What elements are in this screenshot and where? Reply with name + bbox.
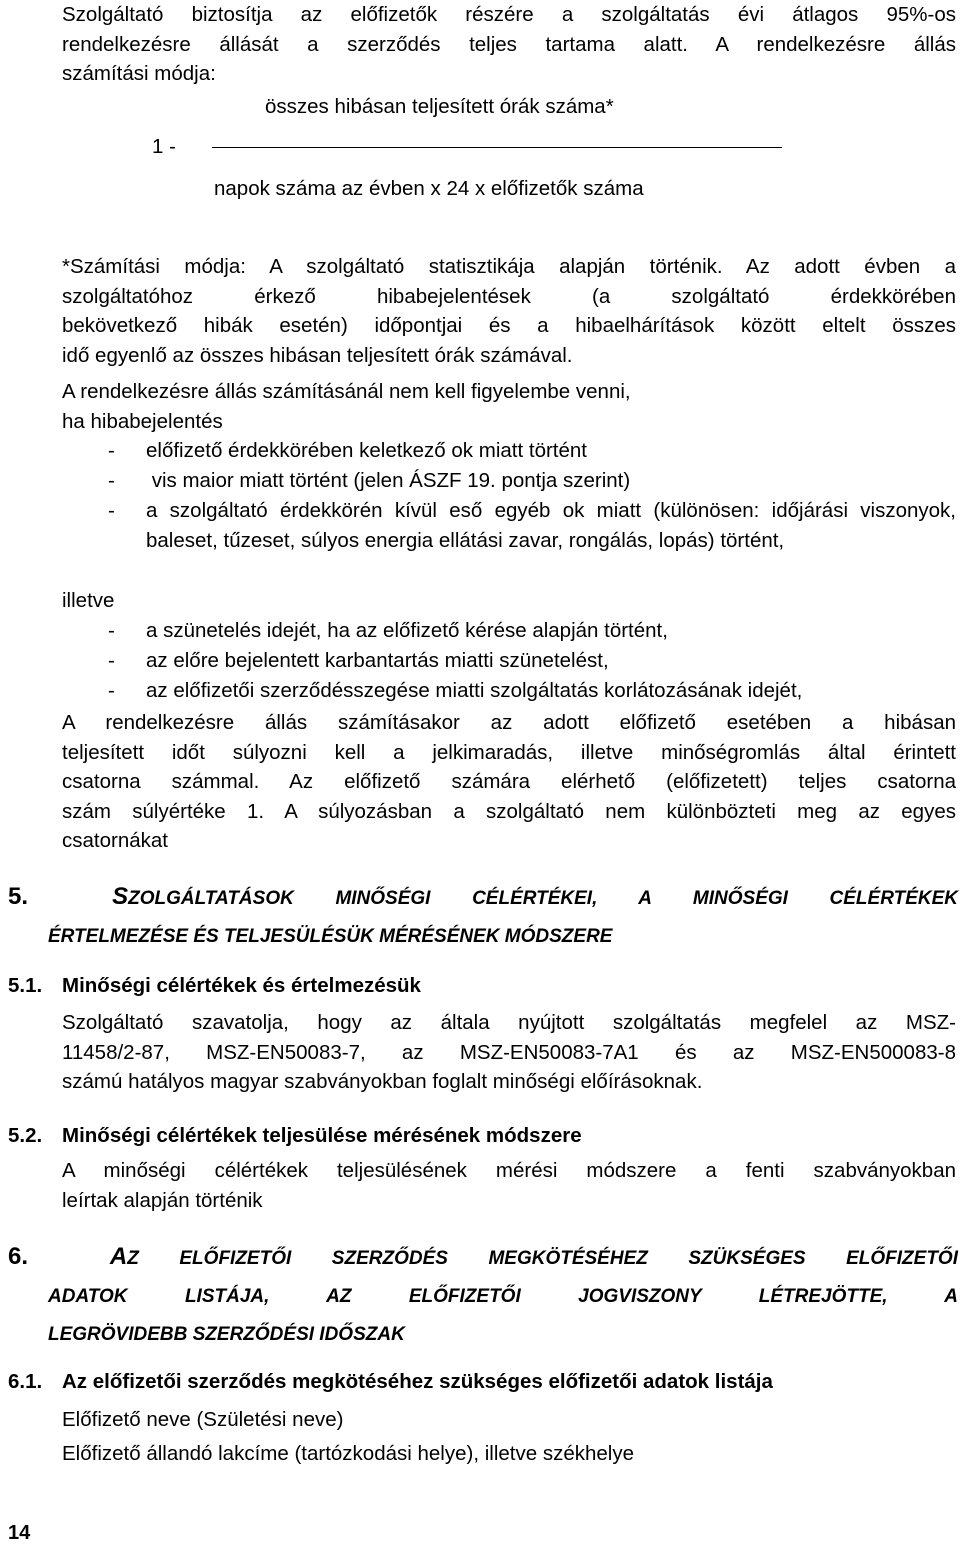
dash-marker: - <box>108 619 115 642</box>
text-line: szám súlyértéke 1. A súlyozásban a szolgáltató nem különbözteti meg az egyes <box>62 799 956 823</box>
text-line: Előfizető neve (Születési neve) <box>62 1408 344 1431</box>
dash-marker: - <box>108 679 115 702</box>
list-item: - a szolgáltató érdekkörén kívül eső egyéb ok miatt (különösen: időjárási viszonyok, baleset, tűzeset, súlyos energia ellátási zavar, rongálás, lopás) történt, <box>108 496 956 556</box>
subsection-6-1-body <box>62 1403 956 1471</box>
subsection-title: Minőségi célértékek és értelmezésük <box>62 974 421 997</box>
dash-marker: - <box>108 649 115 672</box>
text-line: *Számítási módja: A szolgáltató statisztikája alapján történik. Az adott évben a <box>62 255 956 278</box>
text-line: csatornákat <box>62 829 168 853</box>
subsection-6-1-heading <box>8 1367 958 1397</box>
weighting-paragraph <box>62 708 956 856</box>
dash-marker: - <box>108 499 115 522</box>
heading-line: 5. SZOLGÁLTATÁSOK MINŐSÉGI CÉLÉRTÉKEI, A MINŐSÉGI CÉLÉRTÉKEK <box>8 883 958 910</box>
subsection-5-2-heading <box>8 1121 958 1151</box>
footnote-label: *Számítási módja: A szolgáltató statisztikája alapján történik. <box>62 255 723 278</box>
list-item: - előfizető érdekkörében keletkező ok miatt történt <box>108 436 956 466</box>
dash-marker: - <box>108 439 115 462</box>
heading-line: 6. AZ ELŐFIZETŐI SZERZŐDÉS MEGKÖTÉSÉHEZ SZÜKSÉGES ELŐFIZETŐI <box>8 1243 958 1270</box>
page-number: 14 <box>8 1522 31 1544</box>
subsection-number: 5.2. <box>8 1124 43 1147</box>
text-line: leírtak alapján történik <box>62 1188 263 1212</box>
text-line: 11458/2-87, MSZ-EN50083-7, az MSZ-EN50083-7A1 és az MSZ-EN500083-8 <box>62 1040 956 1064</box>
section-number: 6. <box>8 1243 29 1270</box>
formula-numerator: összes hibásan teljesített órák száma* <box>265 95 614 118</box>
dash-marker: - <box>108 469 115 492</box>
list-item: - a szünetelés idejét, ha az előfizető kérése alapján történt, <box>108 616 956 646</box>
text-line: számítási módja: <box>62 62 216 86</box>
heading-line: ÉRTELMEZÉSE ÉS TELJESÜLÉSÜK MÉRÉSÉNEK MÓDSZERE <box>48 926 613 947</box>
fraction-bar <box>212 147 782 148</box>
formula-one-minus: 1 - <box>152 135 176 158</box>
text-line: A rendelkezésre állás számításánál nem kell figyelembe venni, <box>62 380 631 403</box>
text-line: A rendelkezésre állás számításakor az adott előfizető esetében a hibásan <box>62 711 956 734</box>
subsection-5-1-heading <box>8 971 958 1001</box>
footnote-paragraph <box>62 252 956 370</box>
list-item: - az előfizetői szerződésszegése miatti szolgáltatás korlátozásának idejét, <box>108 676 956 706</box>
subsection-5-1-body <box>62 1008 956 1097</box>
text-line: ha hibabejelentés <box>62 409 223 433</box>
exclusion-list <box>108 436 956 556</box>
text-line: Előfizető állandó lakcíme (tartózkodási helye), illetve székhelye <box>62 1442 634 1465</box>
text-line: szolgáltatóhoz érkező hibabejelentések (a szolgáltató érdekkörében <box>62 284 956 308</box>
exclusion-list-2 <box>108 616 956 706</box>
list-item: - az előre bejelentett karbantartás miatti szünetelést, <box>108 646 956 676</box>
text-line: rendelkezésre állását a szerződés teljes tartama alatt. A rendelkezésre állás <box>62 32 956 56</box>
section-5-heading <box>8 878 958 956</box>
text-line: idő egyenlő az összes hibásan teljesített órák számával. <box>62 343 573 367</box>
formula-denominator: napok száma az évben x 24 x előfizetők száma <box>214 177 644 200</box>
subsection-number: 6.1. <box>8 1370 43 1393</box>
text-line: teljesített időt súlyozni kell a jelkimaradás, illetve minőségromlás által érintett <box>62 740 956 764</box>
text-line: csatorna számmal. Az előfizető számára elérhető (előfizetett) teljes csatorna <box>62 770 956 794</box>
text-line: bekövetkező hibák esetén) időpontjai és a hibaelhárítások között eltelt összes <box>62 314 956 338</box>
section-number: 5. <box>8 883 29 910</box>
subsection-number: 5.1. <box>8 974 43 997</box>
subsection-5-2-body <box>62 1156 956 1215</box>
heading-line: ADATOK LISTÁJA, AZ ELŐFIZETŐI JOGVISZONY LÉTREJÖTTE, A <box>48 1286 958 1307</box>
subsection-title: Az előfizetői szerződés megkötéséhez szükséges előfizetői adatok listája <box>62 1370 773 1393</box>
intro-paragraph <box>62 0 956 89</box>
section-6-heading <box>8 1238 958 1354</box>
list-item: - vis maior miatt történt (jelen ÁSZF 19. pontja szerint) <box>108 466 956 496</box>
subsection-title: Minőségi célértékek teljesülése mérésének módszere <box>62 1124 582 1147</box>
text-line: számú hatályos magyar szabványokban foglalt minőségi előírásoknak. <box>62 1070 703 1094</box>
text-line: Szolgáltató szavatolja, hogy az általa nyújtott szolgáltatás megfelel az MSZ- <box>62 1011 956 1034</box>
heading-line: LEGRÖVIDEBB SZERZŐDÉSI IDŐSZAK <box>48 1324 405 1345</box>
text-line: Szolgáltató biztosítja az előfizetők részére a szolgáltatás évi átlagos 95%-os <box>62 3 956 26</box>
or-word: illetve <box>62 589 115 612</box>
exclusion-intro <box>62 377 956 436</box>
text-line: A minőségi célértékek teljesülésének mérési módszere a fenti szabványokban <box>62 1159 956 1182</box>
